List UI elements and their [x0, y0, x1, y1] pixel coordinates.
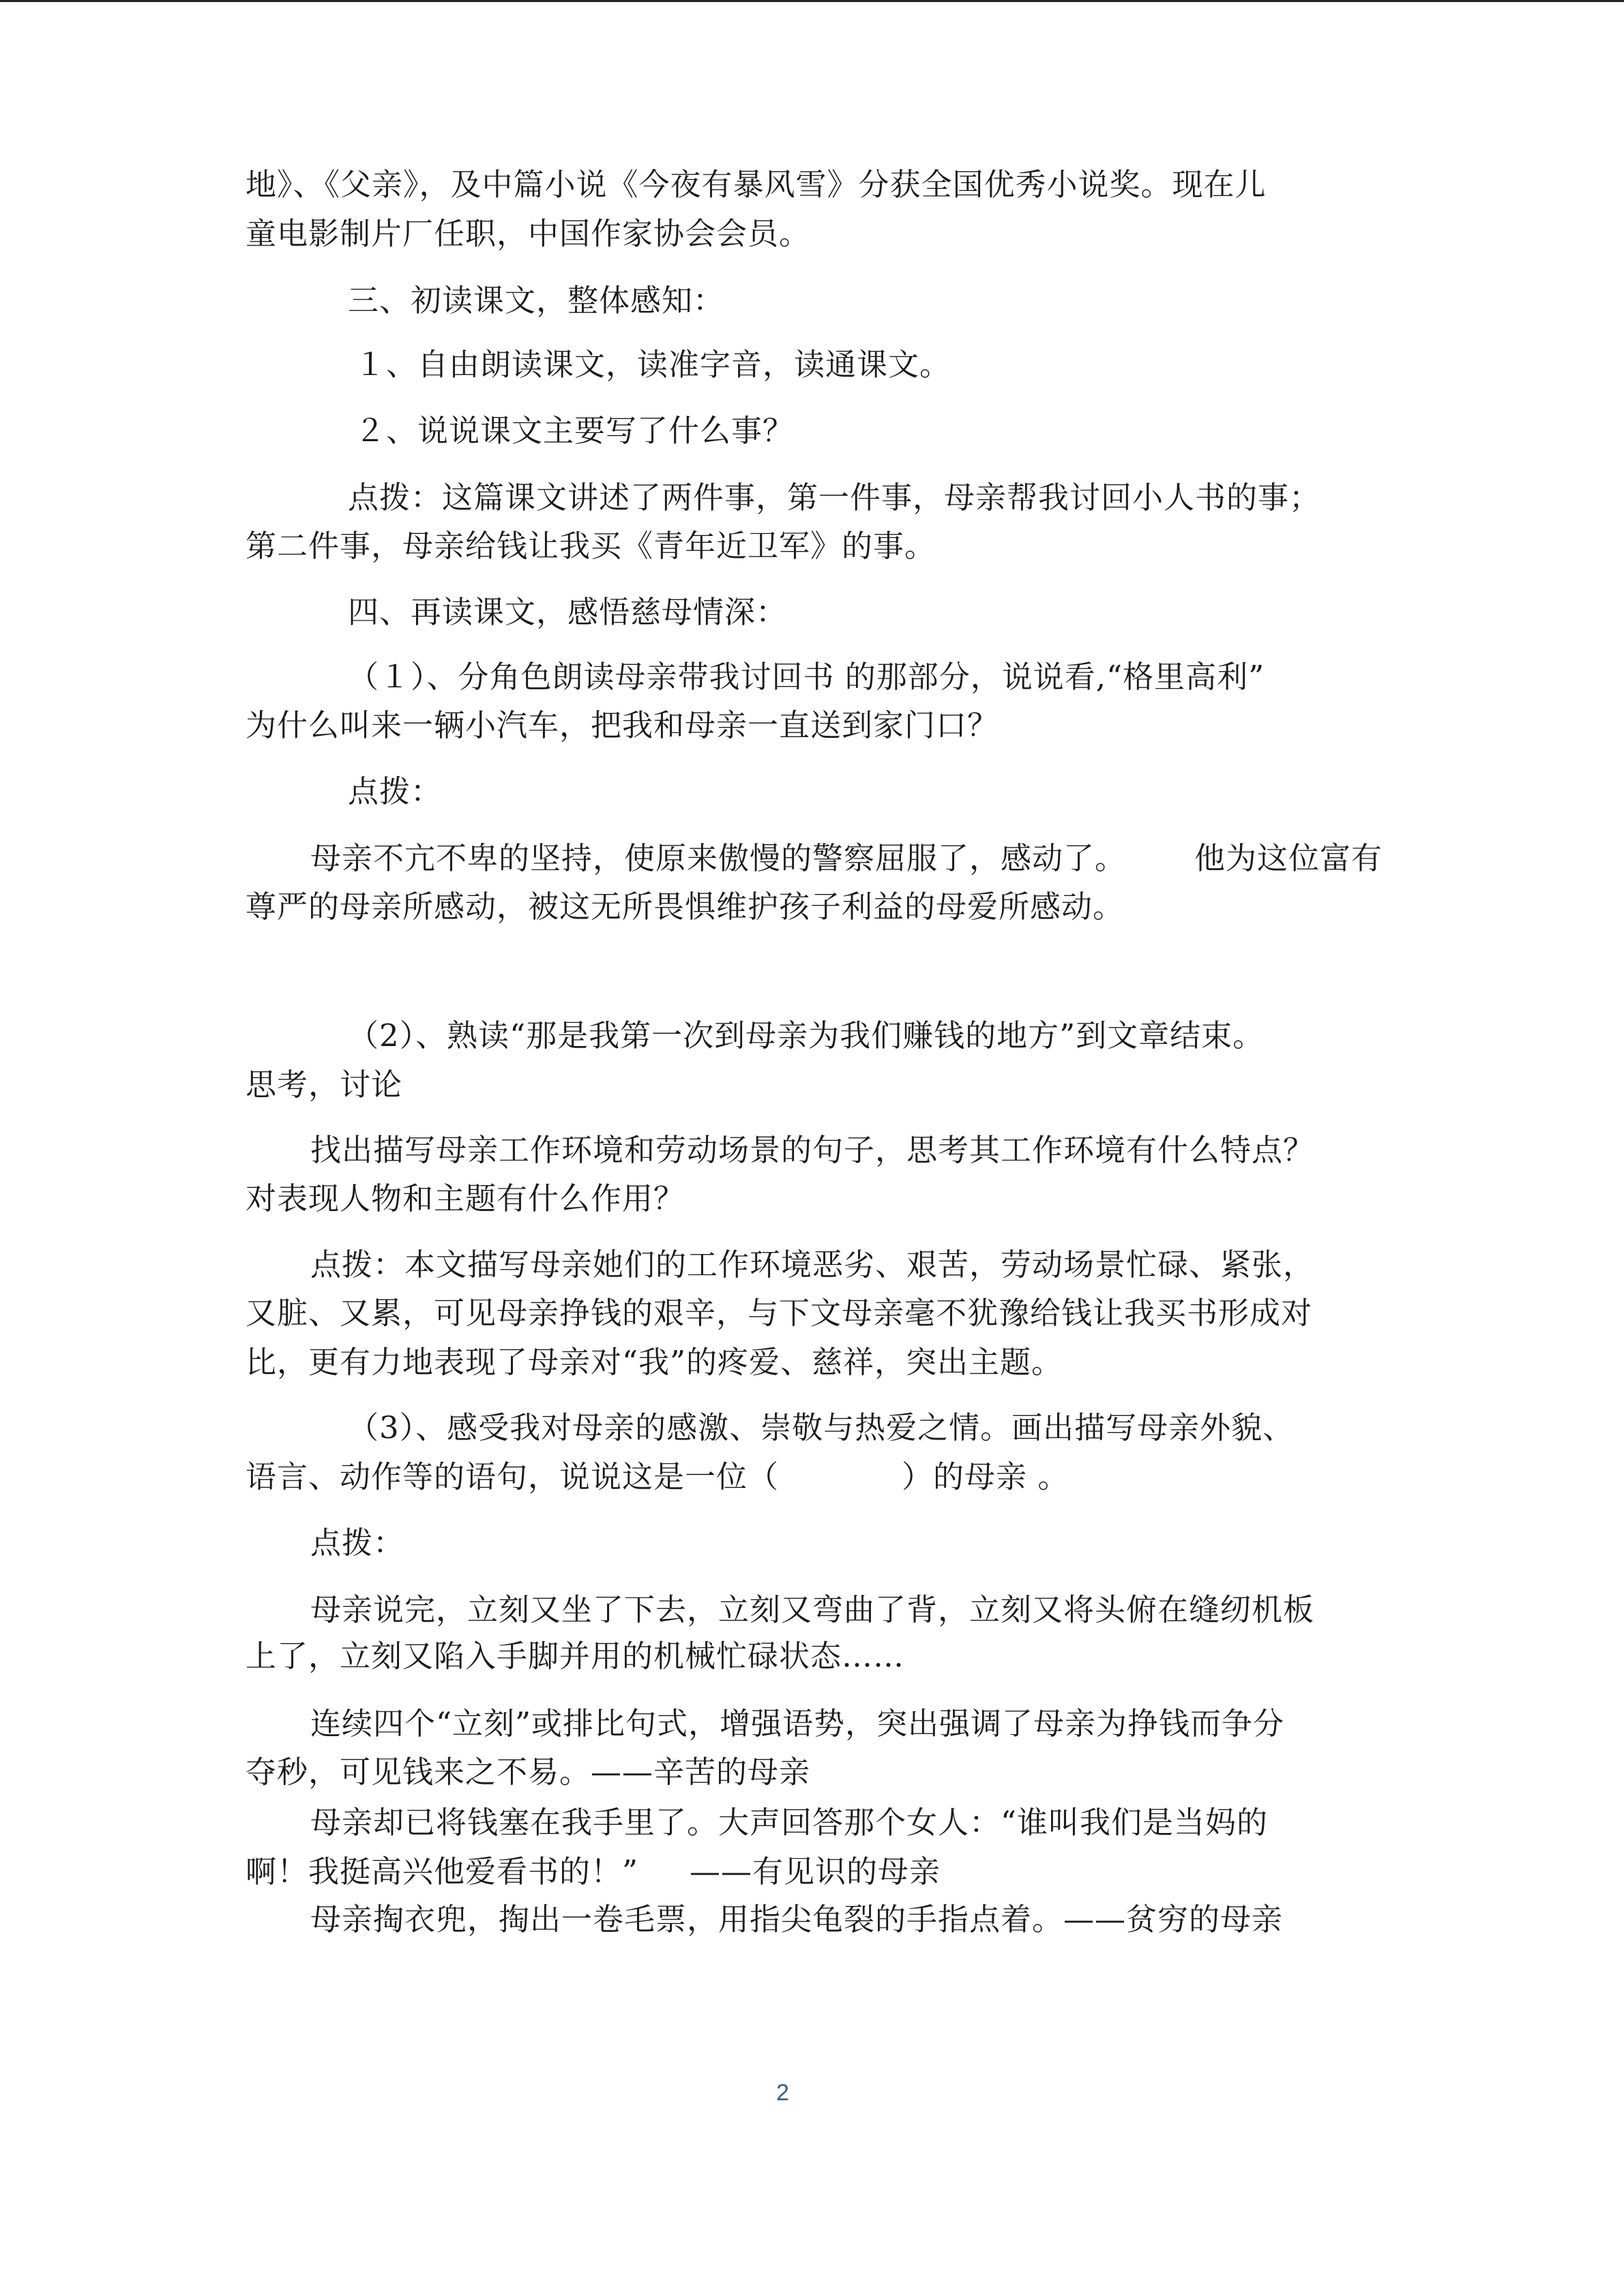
body-line: 母亲却已将钱塞在我手里了。大声回答那个女人：“谁叫我们是当妈的: [310, 1804, 1269, 1840]
body-line: 比，更有力地表现了母亲对“我”的疼爱、慈祥，突出主题。: [246, 1344, 1063, 1380]
section-heading: 四、再读课文，感悟慈母情深：: [348, 594, 788, 630]
body-line: 找出描写母亲工作环境和劳动场景的句子，思考其工作环境有什么特点？: [310, 1132, 1315, 1168]
body-line: 童电影制片厂任职，中国作家协会会员。: [246, 215, 811, 252]
question-item: １、自由朗读课文，读准字音，读通课文。: [355, 346, 951, 383]
body-line: 地》、《父亲》，及中篇小说《今夜有暴风雪》分获全国优秀小说奖。现在儿: [246, 166, 1267, 203]
hint-label: 点拨：: [310, 1525, 405, 1561]
body-text: ）的母亲 。: [902, 1459, 1069, 1495]
body-line: [310, 840, 1383, 876]
body-line: [246, 1853, 941, 1890]
body-line: 尊严的母亲所感动，被这无所畏惧维护孩子利益的母爱所感动。: [246, 889, 1125, 925]
body-text: 啊！我挺高兴他爱看书的！”: [246, 1853, 639, 1890]
body-line: 母亲说完，立刻又坐了下去，立刻又弯曲了背，立刻又将头俯在缝纫机板: [310, 1592, 1315, 1628]
body-text: ——有见识的母亲: [690, 1853, 941, 1890]
question-item: ２、说说课文主要写了什么事？: [355, 413, 795, 449]
page-number: 2: [776, 2080, 789, 2106]
body-line: 点拨：本文描写母亲她们的工作环境恶劣、艰苦，劳动场景忙碌、紧张，: [310, 1247, 1315, 1283]
body-line: 上了，立刻又陷入手脚并用的机械忙碌状态……: [246, 1638, 905, 1674]
body-text: 母亲不亢不卑的坚持，使原来傲慢的警察屈服了，感动了。: [310, 840, 1127, 876]
section-heading: 三、初读课文，整体感知：: [348, 282, 725, 318]
body-line: 母亲掏衣兜，掏出一卷毛票，用指尖龟裂的手指点着。——贫穷的母亲: [310, 1901, 1284, 1937]
body-line: 夺秒，可见钱来之不易。——辛苦的母亲: [246, 1754, 811, 1790]
body-line: 思考，讨论: [246, 1067, 403, 1103]
page-top-border: [0, 0, 1624, 2]
body-line: 对表现人物和主题有什么作用？: [246, 1180, 685, 1217]
body-line: （3）、感受我对母亲的感激、崇敬与热爱之情。画出描写母亲外貌、: [348, 1410, 1295, 1446]
body-text: 语言、动作等的语句，说说这是一位（: [246, 1459, 780, 1495]
body-text: 他为这位富有: [1194, 840, 1383, 876]
body-line: 又脏、又累，可见母亲挣钱的艰辛，与下文母亲毫不犹豫给钱让我买书形成对: [246, 1295, 1313, 1331]
body-line: 点拨：这篇课文讲述了两件事，第一件事，母亲帮我讨回小人书的事；: [348, 479, 1321, 516]
body-line: （１）、分角色朗读母亲带我讨回书 的那部分，说说看,“格里高利”: [348, 659, 1265, 695]
body-line: 连续四个“立刻”或排比句式，增强语势，突出强调了母亲为挣钱而争分: [310, 1705, 1285, 1742]
body-line: 为什么叫来一辆小汽车，把我和母亲一直送到家门口？: [246, 707, 999, 743]
body-line: [246, 1459, 1069, 1495]
body-line: 第二件事，母亲给钱让我买《青年近卫军》的事。: [246, 528, 936, 564]
body-line: （2）、熟读“那是我第一次到母亲为我们赚钱的地方”到文章结束。: [348, 1017, 1265, 1054]
hint-label: 点拨：: [348, 773, 443, 809]
